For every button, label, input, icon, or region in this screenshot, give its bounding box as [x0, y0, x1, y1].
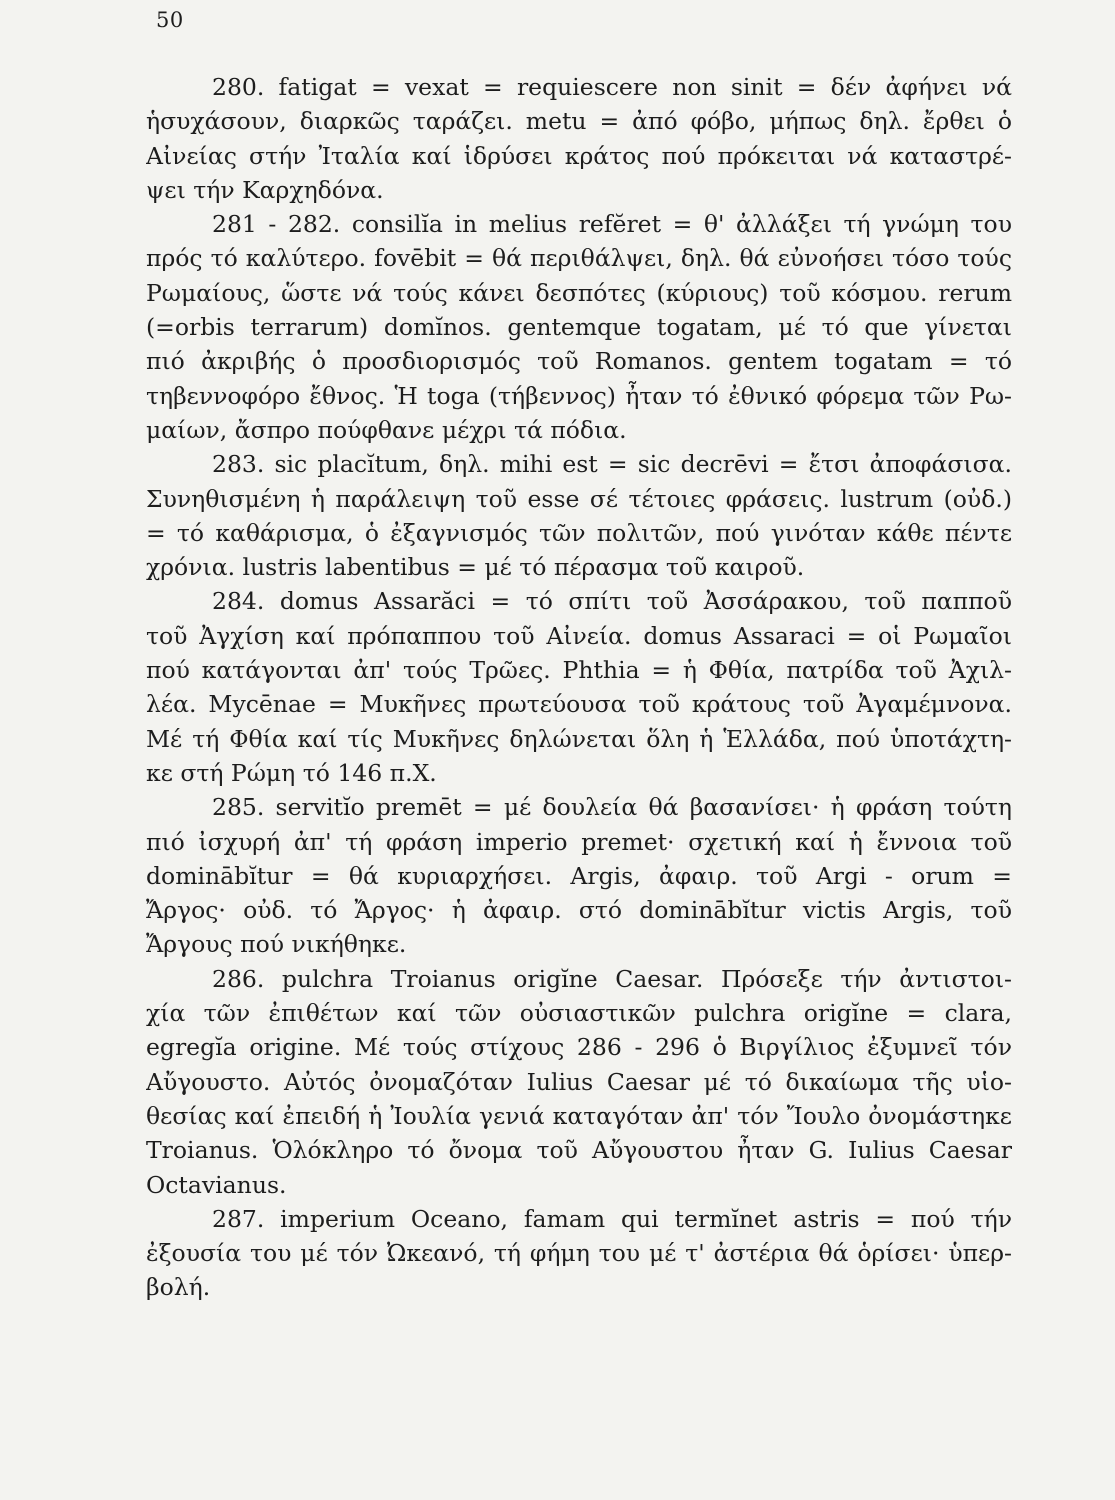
text-line: Συνηθισμένη ἡ παράλειψη τοῦ esse σέ τέτοιες φράσεις. lustrum (οὐδ.) — [146, 484, 1012, 513]
text-line: Ἄργους πού νικήθηκε. — [146, 930, 407, 959]
note-first-line: 285. servitĭo premēt = μέ δουλεία θά βασανίσει· ἡ φράση τούτη — [212, 793, 1012, 822]
note-first-line: 286. pulchra Troianus origĭne Caesar. Πρόσεξε τήν ἀντιστοι- — [212, 964, 1012, 993]
text-line: πιό ἰσχυρή ἀπ' τή φράση imperio premet· σχετική καί ἡ ἔννοια τοῦ — [146, 827, 1012, 856]
text-line: Αἰνείας στήν Ἰταλία καί ἱδρύσει κράτος πού πρόκειται νά καταστρέ- — [146, 141, 1012, 170]
text-line: πρός τό καλύτερο. fovēbit = θά περιθάλψει, δηλ. θά εὐνοήσει τόσο τούς — [146, 244, 1012, 273]
text-line: ἐξουσία του μέ τόν Ὠκεανό, τή φήμη του μέ τ' ἀστέρια θά ὁρίσει· ὑπερ- — [146, 1239, 1012, 1268]
text-line: Μέ τή Φθία καί τίς Μυκῆνες δηλώνεται ὅλη ἡ Ἑλλάδα, πού ὑποτάχτη- — [146, 724, 1012, 753]
text-line: χία τῶν ἐπιθέτων καί τῶν οὐσιαστικῶν pulchra origĭne = clara, — [146, 999, 1012, 1028]
text-line: ἡσυχάσουν, διαρκῶς ταράζει. metu = ἀπό φόβο, μήπως δηλ. ἔρθει ὁ — [146, 107, 1012, 136]
text-line: λέα. Mycēnae = Μυκῆνες πρωτεύουσα τοῦ κράτους τοῦ Ἀγαμέμνονα. — [146, 690, 1012, 719]
note-first-line: 281 - 282. consilĭa in melius refĕret = θ' ἀλλάξει τή γνώμη του — [212, 210, 1012, 239]
text-line: egregĭa origine. Μέ τούς στίχους 286 - 296 ὁ Βιργίλιος ἐξυμνεῖ τόν — [146, 1033, 1012, 1062]
text-line: (=orbis terrarum) domĭnos. gentemque togatam, μέ τό que γίνεται — [146, 313, 1012, 342]
text-line: = τό καθάρισμα, ὁ ἐξαγνισμός τῶν πολιτῶν, πού γινόταν κάθε πέντε — [146, 518, 1012, 547]
text-line: Ἄργος· οὐδ. τό Ἄργος· ἡ ἀφαιρ. στό dominābĭtur victis Argis, τοῦ — [146, 896, 1012, 925]
text-line: τηβεννοφόρο ἔθνος. Ἡ toga (τήβεννος) ἦταν τό ἐθνικό φόρεμα τῶν Ρω- — [146, 381, 1012, 410]
text-line: ψει τήν Καρχηδόνα. — [146, 175, 384, 204]
text-line: Troianus. Ὁλόκληρο τό ὄνομα τοῦ Αὔγουστου ἦταν G. Iulius Caesar — [146, 1136, 1012, 1165]
text-line: πού κατάγονται ἀπ' τούς Τρῶες. Phthia = ἡ Φθία, πατρίδα τοῦ Ἀχιλ- — [146, 656, 1012, 685]
text-line: μαίων, ἄσπρο πούφθανε μέχρι τά πόδια. — [146, 415, 627, 444]
text-line: Octavianus. — [146, 1170, 287, 1199]
commentary-text — [146, 70, 1012, 1305]
text-line: πιό ἀκριβής ὁ προσδιορισμός τοῦ Romanos. gentem togatam = τό — [146, 347, 1012, 376]
text-line: dominābĭtur = θά κυριαρχήσει. Argis, ἀφαιρ. τοῦ Argi - orum = — [146, 861, 1012, 890]
note-first-line: 283. sic placĭtum, δηλ. mihi est = sic decrēvi = ἔτσι ἀποφάσισα. — [212, 450, 1012, 479]
note-first-line: 284. domus Assarăci = τό σπίτι τοῦ Ἀσσάρακου, τοῦ παπποῦ — [212, 587, 1012, 616]
text-line: τοῦ Ἀγχίση καί πρόπαππου τοῦ Αἰνεία. domus Assaraci = οἱ Ρωμαῖοι — [146, 621, 1012, 650]
note-first-line: 280. fatigat = vexat = requiescere non sinit = δέν ἀφήνει νά — [212, 73, 1012, 101]
text-line: χρόνια. lustris labentibus = μέ τό πέρασμα τοῦ καιροῦ. — [146, 553, 805, 582]
text-line: θεσίας καί ἐπειδή ἡ Ἰουλία γενιά καταγόταν ἀπ' τόν Ἴουλο ὀνομάστηκε — [146, 1101, 1012, 1130]
note-first-line: 287. imperium Oceano, famam qui termĭnet astris = πού τήν — [212, 1204, 1012, 1233]
text-line: κε στή Ρώμη τό 146 π.Χ. — [146, 758, 437, 787]
text-line: Ρωμαίους, ὥστε νά τούς κάνει δεσπότες (κύριους) τοῦ κόσμου. rerum — [146, 278, 1012, 307]
page-number: 50 — [156, 8, 184, 32]
text-line: Αὔγουστο. Αὐτός ὀνομαζόταν Iulius Caesar μέ τό δικαίωμα τῆς υἱο- — [146, 1067, 1012, 1096]
text-line: βολή. — [146, 1273, 211, 1302]
